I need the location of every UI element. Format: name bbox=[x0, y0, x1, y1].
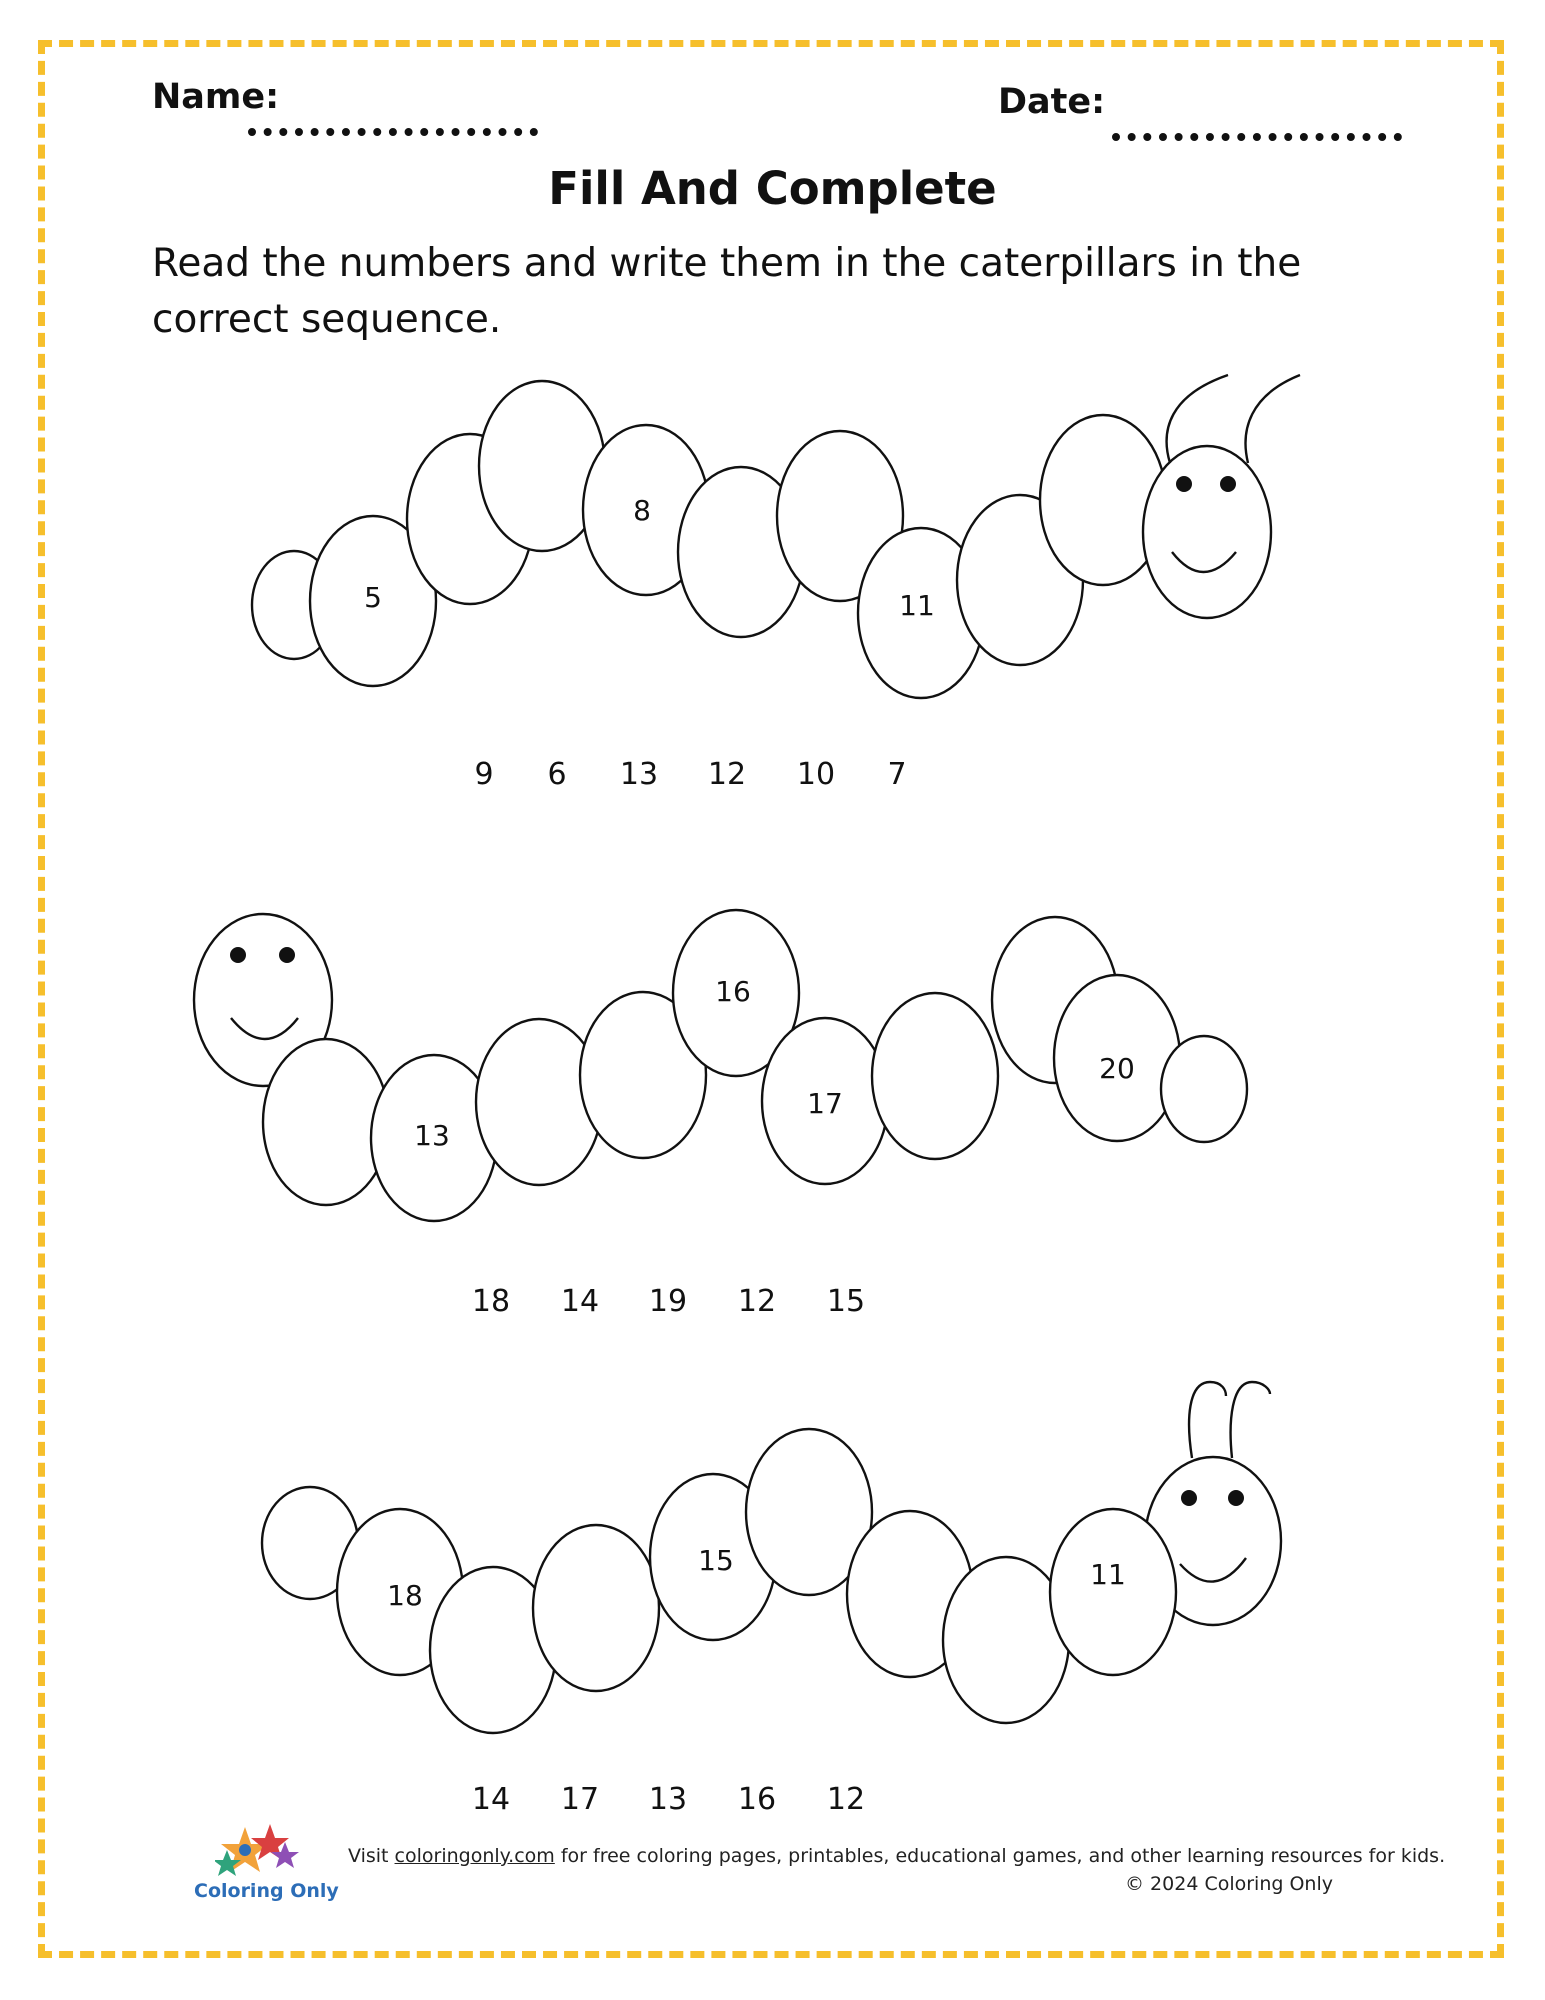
bank-number: 9 bbox=[474, 757, 494, 792]
bank-number: 6 bbox=[547, 757, 567, 792]
caterpillar-2-filled-number: 20 bbox=[1099, 1052, 1135, 1085]
footer-visit-prefix: Visit bbox=[348, 1845, 395, 1867]
bank-number: 12 bbox=[707, 757, 747, 792]
caterpillar-2-filled-number: 17 bbox=[807, 1087, 843, 1120]
bank-number: 13 bbox=[619, 757, 659, 792]
caterpillar-2-filled-number: 16 bbox=[715, 975, 751, 1008]
copyright: © 2024 Coloring Only bbox=[1125, 1873, 1333, 1895]
caterpillar-1-filled-number: 8 bbox=[633, 494, 651, 527]
name-label: Name: bbox=[152, 77, 280, 117]
bank-number: 14 bbox=[560, 1284, 600, 1319]
caterpillar-3-segment-8[interactable] bbox=[1050, 1509, 1176, 1675]
coloringonly-link[interactable]: coloringonly.com bbox=[394, 1845, 555, 1867]
coloring-only-logo-icon bbox=[215, 1822, 305, 1882]
bank-number: 18 bbox=[471, 1284, 511, 1319]
bank-number: 19 bbox=[648, 1284, 688, 1319]
bank-number: 16 bbox=[737, 1782, 777, 1817]
bank-number: 7 bbox=[887, 757, 907, 792]
caterpillar-1-filled-number: 5 bbox=[364, 581, 382, 614]
brand-name: Coloring Only bbox=[194, 1880, 339, 1902]
caterpillar-3-antennae bbox=[1189, 1382, 1270, 1458]
caterpillar-1-filled-number: 11 bbox=[899, 589, 935, 622]
bank-number: 12 bbox=[826, 1782, 866, 1817]
caterpillar-3-filled-number: 11 bbox=[1090, 1558, 1126, 1591]
caterpillar-3-filled-number: 15 bbox=[698, 1544, 734, 1577]
page-title: Fill And Complete bbox=[548, 162, 997, 215]
footer-visit-text bbox=[348, 1845, 1445, 1867]
bank-number: 14 bbox=[471, 1782, 511, 1817]
caterpillar-3-filled-number: 18 bbox=[387, 1579, 423, 1612]
footer-visit-suffix: for free coloring pages, printables, educational games, and other learning resources for kids. bbox=[554, 1845, 1446, 1867]
bank-number: 10 bbox=[796, 757, 836, 792]
bank-number: 15 bbox=[826, 1284, 866, 1319]
caterpillar-2-filled-number: 13 bbox=[414, 1119, 450, 1152]
bank-number: 17 bbox=[560, 1782, 600, 1817]
bank-number: 12 bbox=[737, 1284, 777, 1319]
bank-number: 13 bbox=[648, 1782, 688, 1817]
caterpillar-3-segment-3[interactable] bbox=[533, 1525, 659, 1691]
date-label: Date: bbox=[998, 82, 1106, 122]
caterpillar-3-eye-right bbox=[1228, 1490, 1244, 1506]
instructions: Read the numbers and write them in the caterpillars in the correct sequence. bbox=[152, 241, 1302, 342]
caterpillar-3-eye-left bbox=[1181, 1490, 1197, 1506]
